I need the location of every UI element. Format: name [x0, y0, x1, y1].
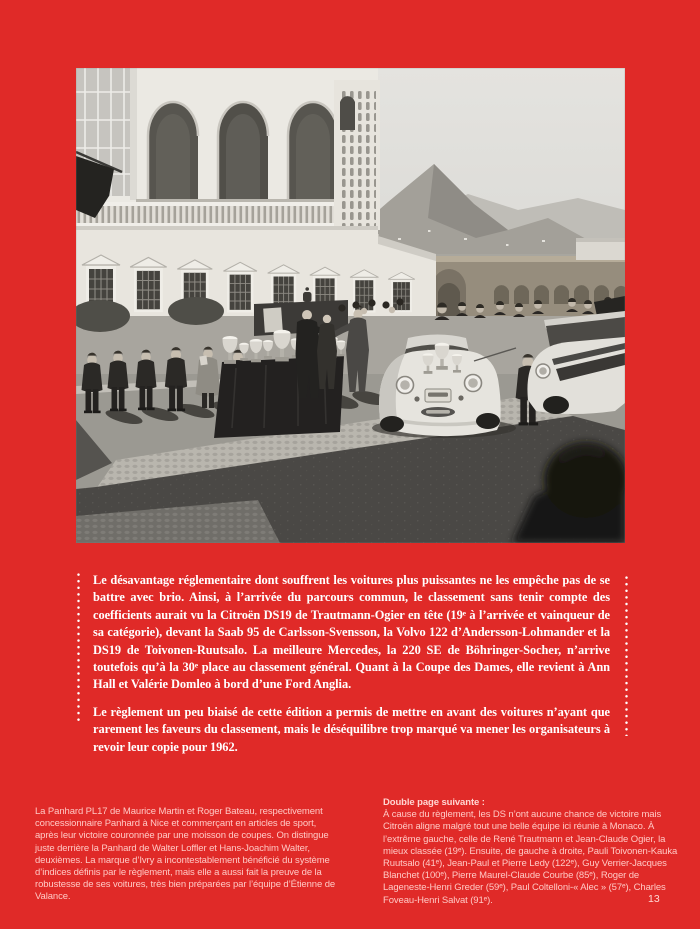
caption-next-spread — [383, 797, 678, 907]
dotted-rule-right — [625, 576, 628, 736]
intro-text — [93, 572, 610, 766]
caption-next-spread-title: Double page suivante : — [383, 797, 485, 808]
dotted-rule-left — [77, 573, 80, 723]
prize-ceremony-photo — [76, 68, 625, 543]
caption-current-photo: La Panhard PL17 de Maurice Martin et Roger Bateau, respectivement concessionnaire Panhard à Nice et commerçant en articles de sport, après leur victoire couronnée par une moisson de coupes. On distingue juste derrière la Panhard de Walter Loffler et Hans-Joachim Walter, deuxièmes. La marque d’Ivry a incontestablement bénéficié du système d’indices définis par le règlement, mais elle a aussi fait la preuve de la robustesse de ses voitures, très bien préparées par l’équipe d’Étienne de Valance. — [35, 806, 336, 903]
intro-paragraph-1: Le désavantage réglementaire dont souffrent les voitures plus puissantes ne les empêche pas de se battre avec brio. Ainsi, à l’arrivée du parcours commun, le classement sans tenir compte des coefficients aurait vu la Citroën DS19 de Trautmann-Ogier en tête (19ᵉ à l’arrivée et vainqueur de sa catégorie), devant la Saab 95 de Carlsson-Svensson, la Volvo 122 d’Andersson-Lohmander et la DS19 de Toivonen-Ruutsalo. La meilleure Mercedes, la 220 SE de Böhringer-Socher, n’arrive toutefois qu’à la 30ᵉ place au classement général. Quant à la Coupe des Dames, elle revient à Ann Hall et Valérie Domleo à bord d’une Ford Anglia. — [93, 573, 610, 692]
caption-next-spread-body: À cause du règlement, les DS n’ont aucune chance de victoire mais Citroën aligne malgré tout une belle équipe ici réunie à Monaco. À l’extrême gauche, celle de René Trautmann et Jean-Claude Ogier, la mieux classée (19ᵉ). Ensuite, de gauche à droite, Pauli Toivonen-Kauka Ruutsalo (41ᵉ), Jean-Paul et Pierre Ledy (122ᵉ), Guy Verrier-Jacques Blanchet (100ᵉ), Pierre Maurel-Claude Courbe (85ᵉ), Roger de Lageneste-Henri Greder (59ᵉ), Paul Coltelloni-« Alec » (57ᵉ), Charles Foveau-Henri Salvat (91ᵉ). — [383, 809, 678, 906]
page-number: 13 — [648, 893, 660, 905]
photo-illustration — [76, 68, 625, 543]
intro-paragraph-2: Le règlement un peu biaisé de cette édition a permis de mettre en avant des voitures n’ayant que rarement les faveurs du classement, mais le déséquilibre trop marqué va mener les organisateurs à revoir leur copie pour 1962. — [93, 704, 610, 754]
